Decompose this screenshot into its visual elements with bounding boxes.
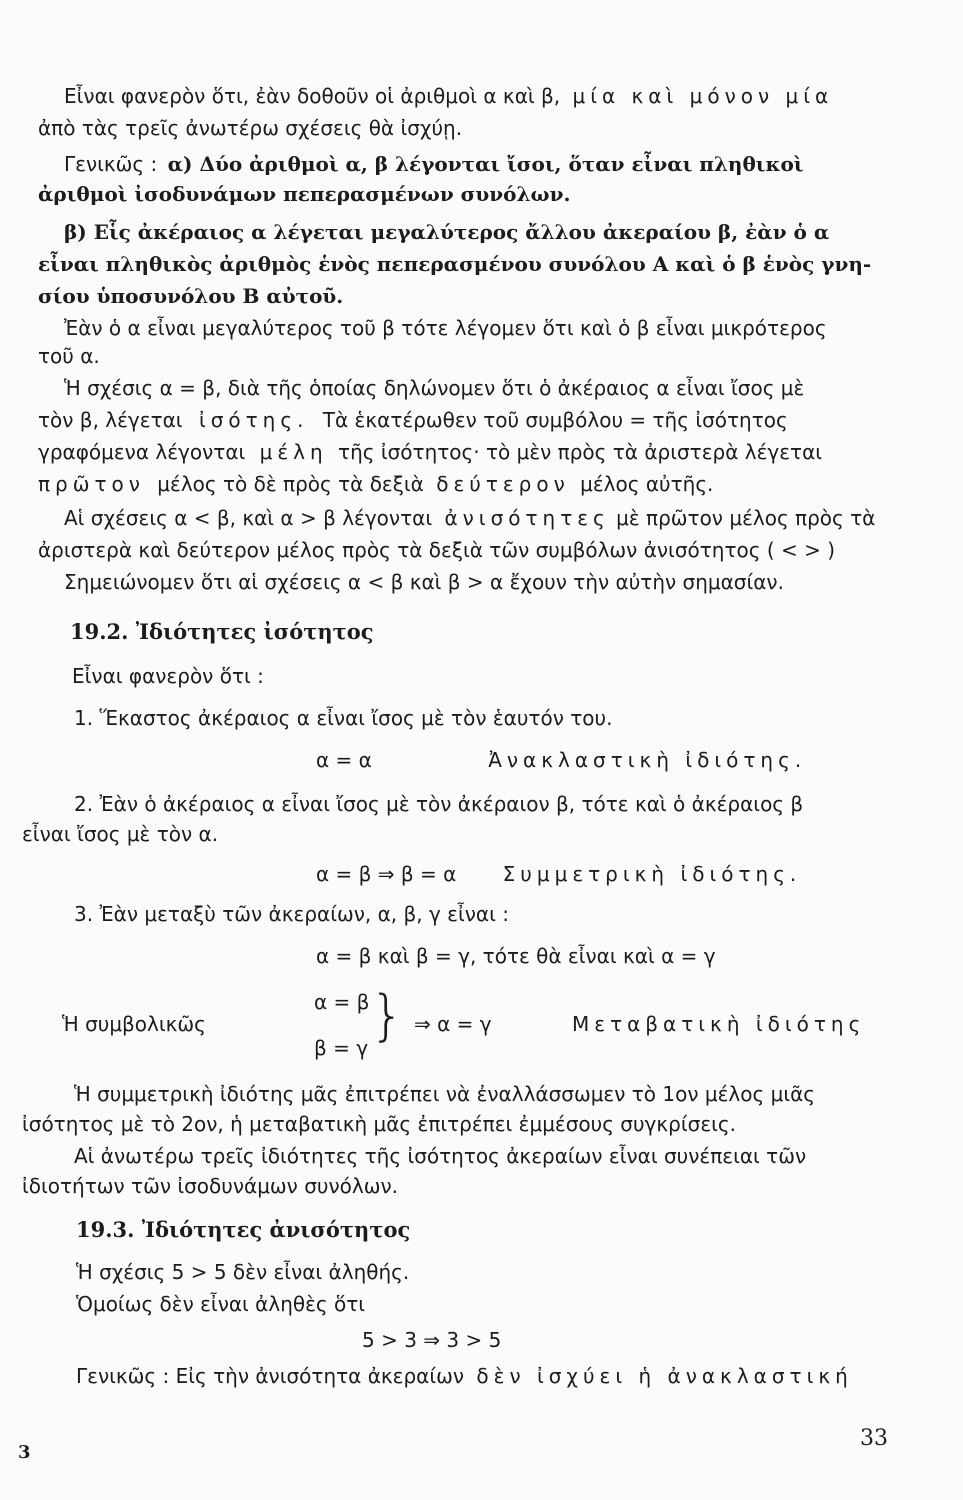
text-line: ἀριστερὰ καὶ δεύτερον μέλος πρὸς τὰ δεξιὰ τῶν συμβόλων ἀνισότητος ( < > ): [38, 538, 836, 562]
text-line: α = β ⇒ β = α Συμμετρικὴ ἰδιότης.: [316, 862, 802, 886]
text-line: εἶναι ἴσος μὲ τὸν α.: [22, 822, 219, 846]
text-line: σίου ὑποσυνόλου Β αὐτοῦ.: [38, 284, 344, 308]
text-line: 5 > 3 ⇒ 3 > 5: [362, 1328, 502, 1352]
text-line: Σημειώνομεν ὅτι αἱ σχέσεις α < β καὶ β > α ἔχουν τὴν αὐτὴν σημασίαν.: [64, 570, 784, 594]
text-line: τὸν β, λέγεται ἰσότης. Τὰ ἑκατέρωθεν τοῦ συμβόλου = τῆς ἰσότητος: [38, 408, 788, 432]
text-line: πρῶτον μέλος τὸ δὲ πρὸς τὰ δεξιὰ δεύτερον μέλος αὐτῆς.: [38, 472, 714, 496]
formula-result: ⇒ α = γ: [414, 1012, 492, 1036]
formula-top: α = β: [314, 990, 370, 1014]
text-line: 3. Ἐὰν μεταξὺ τῶν ἀκεραίων, α, β, γ εἶναι :: [74, 902, 509, 926]
text-line: Γενικῶς : Εἰς τὴν ἀνισότητα ἀκεραίων δὲν ἰσχύει ἡ ἀνακλαστική: [76, 1364, 853, 1388]
text-line: 2. Ἐὰν ὁ ἀκέραιος α εἶναι ἴσος μὲ τὸν ἀκέραιον β, τότε καὶ ὁ ἀκέραιος β: [74, 792, 804, 816]
text-line: Εἶναι φανερὸν ὅτι, ἐὰν δοθοῦν οἱ ἀριθμοὶ α καὶ β, μία καὶ μόνον μία: [64, 84, 834, 108]
formula-bottom: β = γ: [314, 1036, 369, 1060]
text-line: Γενικῶς : α) Δύο ἀριθμοὶ α, β λέγονται ἴσοι, ὅταν εἶναι πληθικοὶ: [64, 152, 804, 176]
text-line: 1. Ἕκαστος ἀκέραιος α εἶναι ἴσος μὲ τὸν ἑαυτόν του.: [74, 706, 613, 730]
text-line: Ἡ σχέσις α = β, διὰ τῆς ὁποίας δηλώνομεν ὅτι ὁ ἀκέραιος α εἶναι ἴσος μὲ: [64, 376, 805, 400]
text-line: Ἡ σχέσις 5 > 5 δὲν εἶναι ἀληθής.: [76, 1260, 410, 1284]
text-line: Ἡ συμμετρικὴ ἰδιότης μᾶς ἐπιτρέπει νὰ ἐναλλάσσωμεν τὸ 1ον μέλος μιᾶς: [74, 1082, 816, 1106]
text-line: εἶναι πληθικὸς ἀριθμὸς ἑνὸς πεπερασμένου συνόλου Α καὶ ὁ β ἑνὸς γνη-: [38, 252, 872, 276]
text-line: α = α Ἀνακλαστικὴ ἰδιότης.: [316, 748, 807, 772]
section-heading: 19.2. Ἰδιότητες ἰσότητος: [70, 619, 374, 644]
property-name: Μεταβατικὴ ἰδιότης: [572, 1012, 866, 1036]
text-line: ἀριθμοὶ ἰσοδυνάμων πεπερασμένων συνόλων.: [38, 182, 571, 206]
text-line: Αἱ σχέσεις α < β, καὶ α > β λέγονται ἀνισότητες μὲ πρῶτον μέλος πρὸς τὰ: [64, 506, 876, 530]
brace-symbol: }: [370, 984, 405, 1047]
text-line: ἰσότητος μὲ τὸ 2ον, ἡ μεταβατικὴ μᾶς ἐπιτρέπει ἐμμέσους συγκρίσεις.: [22, 1112, 736, 1136]
text-line: Ἡ συμβολικῶς: [62, 1012, 206, 1036]
text-line: Εἶναι φανερὸν ὅτι :: [72, 664, 264, 688]
text-line: Αἱ ἀνωτέρω τρεῖς ἰδιότητες τῆς ἰσότητος ἀκεραίων εἶναι συνέπειαι τῶν: [74, 1144, 807, 1168]
text-line: τοῦ α.: [38, 344, 100, 368]
text-line: Ἐὰν ὁ α εἶναι μεγαλύτερος τοῦ β τότε λέγομεν ὅτι καὶ ὁ β εἶναι μικρότερος: [64, 316, 827, 340]
page-number: 33: [860, 1426, 888, 1451]
text-line: γραφόμενα λέγονται μέλη τῆς ἰσότητος· τὸ μὲν πρὸς τὰ ἀριστερὰ λέγεται: [38, 440, 823, 464]
text-line: ἀπὸ τὰς τρεῖς ἀνωτέρω σχέσεις θὰ ἰσχύῃ.: [38, 116, 463, 140]
text-line: β) Εἷς ἀκέραιος α λέγεται μεγαλύτερος ἄλλου ἀκεραίου β, ἐὰν ὁ α: [64, 220, 830, 244]
signature-mark: 3: [18, 1442, 31, 1463]
text-line: Ὁμοίως δὲν εἶναι ἀληθὲς ὅτι: [76, 1292, 366, 1316]
text-line: α = β καὶ β = γ, τότε θὰ εἶναι καὶ α = γ: [316, 944, 716, 968]
section-heading: 19.3. Ἰδιότητες ἀνισότητος: [76, 1217, 411, 1242]
text-line: ἰδιοτήτων τῶν ἰσοδυνάμων συνόλων.: [22, 1174, 398, 1198]
